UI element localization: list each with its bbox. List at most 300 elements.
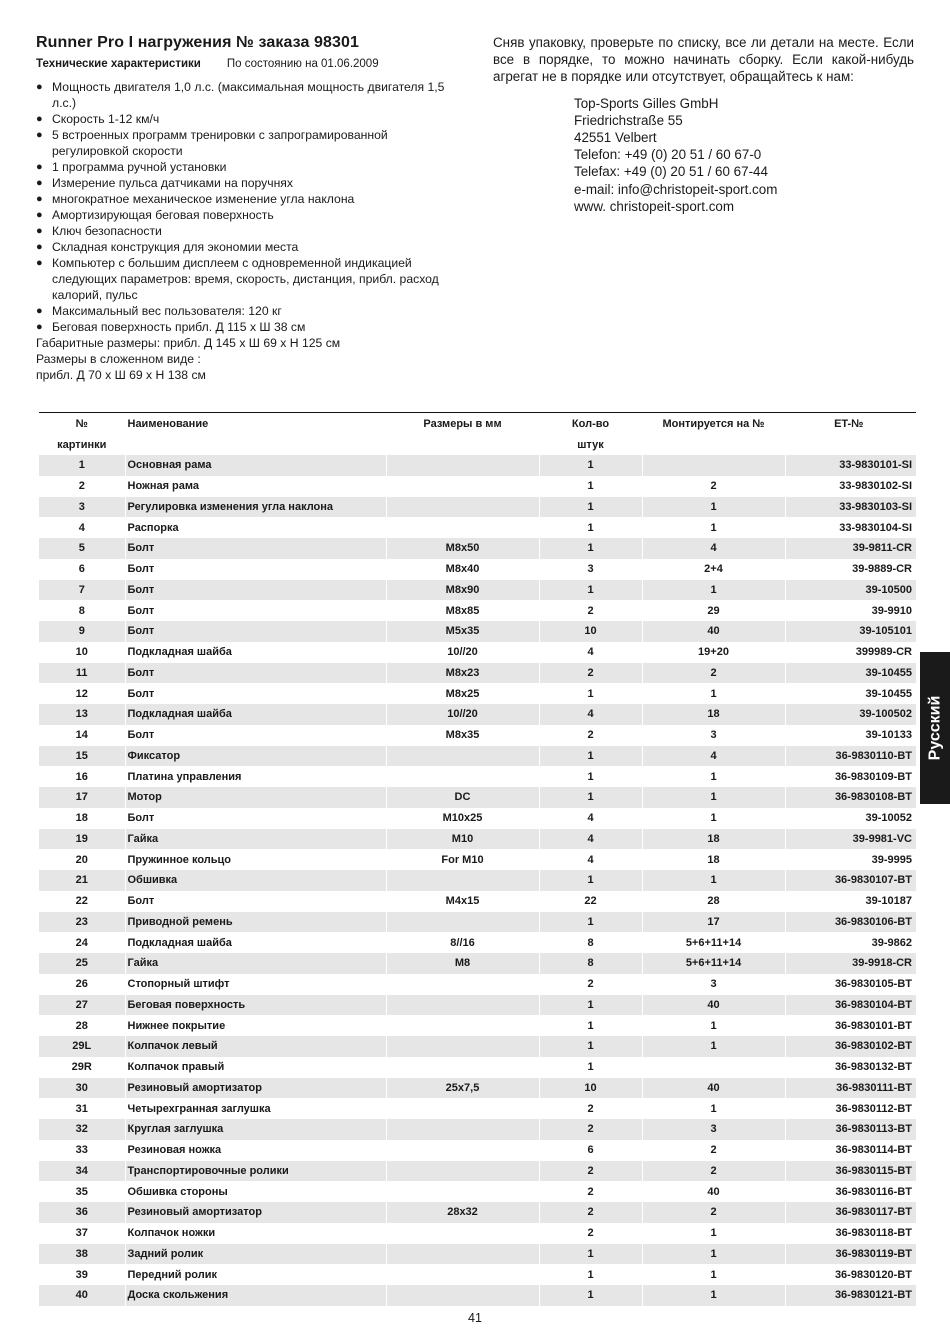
cell-mount: 2 bbox=[642, 1140, 785, 1161]
cell-et: 39-9910 bbox=[785, 600, 916, 621]
cell-name: Платина управления bbox=[125, 766, 386, 787]
cell-et: 39-10133 bbox=[785, 725, 916, 746]
cell-mount: 1 bbox=[642, 1264, 785, 1285]
spec-text: Скорость 1-12 км/ч bbox=[52, 112, 160, 126]
cell-num: 35 bbox=[75, 1185, 88, 1198]
language-tab-label: Русский bbox=[926, 695, 943, 761]
cell-size bbox=[386, 1098, 539, 1119]
cell-name: Колпачок ножки bbox=[125, 1223, 386, 1244]
cell-et: 399989-CR bbox=[785, 642, 916, 663]
cell-qty: 22 bbox=[539, 891, 642, 912]
cell-name: Регулировка изменения угла наклона bbox=[125, 497, 386, 518]
spec-bullet bbox=[36, 159, 456, 175]
cell-qty: 1 bbox=[539, 1264, 642, 1285]
header-qty: Кол-во bbox=[539, 413, 642, 435]
cell-qty: 8 bbox=[539, 953, 642, 974]
cell-et: 33-9830101-SI bbox=[785, 455, 916, 476]
cell-name: Болт bbox=[125, 538, 386, 559]
cell-qty: 2 bbox=[539, 600, 642, 621]
cell-size bbox=[386, 974, 539, 995]
cell-num: 18 bbox=[75, 812, 88, 825]
cell-mount: 18 bbox=[642, 849, 785, 870]
cell-num: 12 bbox=[75, 687, 88, 700]
table-row bbox=[39, 1036, 916, 1057]
cell-qty: 2 bbox=[539, 725, 642, 746]
cell-name: Обшивка стороны bbox=[125, 1181, 386, 1202]
cell-mount: 1 bbox=[642, 1015, 785, 1036]
spec-bullet bbox=[36, 255, 456, 303]
cell-size bbox=[386, 1285, 539, 1306]
cell-num: 39 bbox=[75, 1268, 88, 1281]
cell-num: 14 bbox=[75, 729, 88, 742]
cell-qty: 1 bbox=[539, 787, 642, 808]
cell-name: Болт bbox=[125, 559, 386, 580]
cell-size bbox=[386, 1244, 539, 1265]
cell-name: Беговая поверхность bbox=[125, 995, 386, 1016]
cell-name: Болт bbox=[125, 663, 386, 684]
cell-qty: 8 bbox=[539, 932, 642, 953]
cell-num: 23 bbox=[39, 912, 125, 933]
cell-num: 31 bbox=[75, 1102, 88, 1115]
cell-mount: 1 bbox=[642, 1098, 785, 1119]
cell-num: 32 bbox=[39, 1119, 125, 1140]
table-row bbox=[39, 1264, 916, 1285]
specs-list bbox=[36, 79, 456, 383]
spec-bullet bbox=[36, 207, 456, 223]
cell-size bbox=[386, 870, 539, 891]
cell-size: For M10 bbox=[386, 849, 539, 870]
cell-et: 36-9830112-BT bbox=[785, 1098, 916, 1119]
cell-et: 36-9830109-BT bbox=[785, 766, 916, 787]
table-row bbox=[39, 891, 916, 912]
cell-qty: 1 bbox=[539, 455, 642, 476]
cell-et: 36-9830101-BT bbox=[785, 1015, 916, 1036]
spec-text: 1 программа ручной установки bbox=[52, 160, 227, 174]
spec-text: Амортизирующая беговая поверхность bbox=[52, 208, 274, 222]
table-row bbox=[39, 787, 916, 808]
cell-num: 21 bbox=[39, 870, 125, 891]
cell-name: Подкладная шайба bbox=[125, 704, 386, 725]
table-row bbox=[39, 559, 916, 580]
cell-mount: 1 bbox=[642, 787, 785, 808]
cell-num: 9 bbox=[39, 621, 125, 642]
cell-num: 38 bbox=[39, 1244, 125, 1265]
cell-mount: 3 bbox=[642, 1119, 785, 1140]
cell-size bbox=[386, 1036, 539, 1057]
cell-name: Болт bbox=[125, 725, 386, 746]
spec-text: Компьютер с большим дисплеем с одновременной индикацией следующих параметров: время, скорость, дистанция, прибл. расход калорий, пульс bbox=[52, 256, 439, 302]
cell-qty: 1 bbox=[539, 538, 642, 559]
spec-text: Ключ безопасности bbox=[52, 224, 162, 238]
spec-text: Беговая поверхность прибл. Д 115 x Ш 38 см bbox=[52, 320, 306, 334]
cell-size: M10x25 bbox=[386, 808, 539, 829]
cell-num: 24 bbox=[75, 936, 88, 949]
cell-mount: 2 bbox=[642, 1202, 785, 1223]
cell-size: 10//20 bbox=[386, 642, 539, 663]
header-qty-2: штук bbox=[539, 434, 642, 455]
cell-name: Резиновая ножка bbox=[125, 1140, 386, 1161]
cell-num: 34 bbox=[39, 1161, 125, 1182]
cell-et: 36-9830111-BT bbox=[785, 1078, 916, 1099]
cell-size bbox=[386, 497, 539, 518]
cell-mount: 40 bbox=[642, 995, 785, 1016]
bullet-dot-icon: ● bbox=[36, 257, 43, 269]
cell-mount: 1 bbox=[642, 683, 785, 704]
cell-size bbox=[386, 1181, 539, 1202]
table-row bbox=[39, 621, 916, 642]
table-row bbox=[39, 1098, 916, 1119]
cell-mount: 4 bbox=[642, 746, 785, 767]
cell-et: 36-9830132-BT bbox=[785, 1057, 916, 1078]
spec-text: Мощность двигателя 1,0 л.с. (максимальная мощность двигателя 1,5 л.с.) bbox=[52, 80, 445, 110]
cell-et: 33-9830103-SI bbox=[785, 497, 916, 518]
cell-mount: 40 bbox=[642, 1181, 785, 1202]
cell-num: 36 bbox=[39, 1202, 125, 1223]
cell-name: Обшивка bbox=[125, 870, 386, 891]
cell-et: 39-10455 bbox=[785, 683, 916, 704]
cell-num: 10 bbox=[75, 646, 88, 659]
cell-qty: 4 bbox=[539, 808, 642, 829]
cell-qty: 4 bbox=[539, 704, 642, 725]
table-row bbox=[39, 849, 916, 870]
table-row bbox=[39, 808, 916, 829]
cell-et: 33-9830102-SI bbox=[785, 476, 916, 497]
table-header-row bbox=[39, 413, 916, 435]
date-text: По состоянию на 01.06.2009 bbox=[226, 58, 379, 70]
cell-mount: 29 bbox=[642, 600, 785, 621]
table-row bbox=[39, 1285, 916, 1306]
spec-text: Максимальный вес пользователя: 120 кг bbox=[52, 304, 282, 318]
cell-et: 33-9830104-SI bbox=[785, 517, 916, 538]
cell-num: 25 bbox=[39, 953, 125, 974]
bullet-dot-icon: ● bbox=[36, 225, 43, 237]
bullet-dot-icon: ● bbox=[36, 113, 43, 125]
header-num-2: картинки bbox=[57, 438, 107, 451]
spec-line: прибл. Д 70 x Ш 69 x Н 138 см bbox=[36, 368, 206, 382]
cell-qty: 1 bbox=[539, 1244, 642, 1265]
cell-size bbox=[386, 1161, 539, 1182]
table-row bbox=[39, 663, 916, 684]
cell-num: 16 bbox=[75, 770, 88, 783]
spec-bullet bbox=[36, 319, 456, 335]
cell-num: 7 bbox=[39, 580, 125, 601]
cell-size bbox=[386, 766, 539, 787]
cell-size: M8x40 bbox=[386, 559, 539, 580]
cell-qty: 1 bbox=[539, 1057, 642, 1078]
cell-num: 4 bbox=[78, 521, 85, 534]
cell-mount: 2 bbox=[642, 476, 785, 497]
cell-num: 5 bbox=[39, 538, 125, 559]
address-line: Telefax: +49 (0) 20 51 / 60 67-44 bbox=[574, 164, 768, 180]
cell-name: Фиксатор bbox=[125, 746, 386, 767]
table-row bbox=[39, 476, 916, 497]
cell-mount: 1 bbox=[642, 497, 785, 518]
spec-bullet bbox=[36, 111, 456, 127]
cell-qty: 1 bbox=[539, 580, 642, 601]
cell-et: 36-9830105-BT bbox=[785, 974, 916, 995]
cell-name: Болт bbox=[125, 808, 386, 829]
cell-size bbox=[386, 1223, 539, 1244]
cell-mount: 40 bbox=[642, 621, 785, 642]
cell-size: M8 bbox=[386, 953, 539, 974]
cell-name: Колпачок правый bbox=[125, 1057, 386, 1078]
spec-bullet bbox=[36, 303, 456, 319]
table-row bbox=[39, 1181, 916, 1202]
spec-bullet bbox=[36, 223, 456, 239]
cell-num: 40 bbox=[39, 1285, 125, 1306]
cell-num: 19 bbox=[39, 829, 125, 850]
cell-mount: 1 bbox=[642, 808, 785, 829]
cell-qty: 2 bbox=[539, 663, 642, 684]
cell-qty: 4 bbox=[539, 642, 642, 663]
cell-qty: 4 bbox=[539, 849, 642, 870]
address-line: Friedrichstraße 55 bbox=[574, 112, 683, 128]
specs-column bbox=[36, 34, 456, 383]
cell-name: Нижнее покрытие bbox=[125, 1015, 386, 1036]
cell-name: Резиновый амортизатор bbox=[125, 1202, 386, 1223]
bullet-dot-icon: ● bbox=[36, 177, 43, 189]
cell-size: 28x32 bbox=[386, 1202, 539, 1223]
cell-et: 39-9918-CR bbox=[785, 953, 916, 974]
cell-mount: 5+6+11+14 bbox=[642, 953, 785, 974]
address-line: 42551 Velbert bbox=[574, 130, 657, 146]
cell-qty: 6 bbox=[539, 1140, 642, 1161]
table-row bbox=[39, 642, 916, 663]
cell-et: 39-9995 bbox=[785, 849, 916, 870]
header-mount: Монтируется на № bbox=[642, 413, 785, 435]
cell-et: 36-9830116-BT bbox=[785, 1181, 916, 1202]
cell-mount: 2 bbox=[642, 1161, 785, 1182]
cell-mount: 28 bbox=[642, 891, 785, 912]
cell-mount: 18 bbox=[642, 704, 785, 725]
cell-et: 36-9830106-BT bbox=[785, 912, 916, 933]
address-line: Telefon: +49 (0) 20 51 / 60 67-0 bbox=[574, 147, 762, 163]
cell-size: M10 bbox=[386, 829, 539, 850]
cell-num: 29L bbox=[39, 1036, 125, 1057]
bullet-dot-icon: ● bbox=[36, 81, 43, 93]
cell-mount: 1 bbox=[642, 1244, 785, 1265]
cell-mount: 18 bbox=[642, 829, 785, 850]
table-row bbox=[39, 497, 916, 518]
table-row bbox=[39, 1057, 916, 1078]
table-row bbox=[39, 725, 916, 746]
cell-num: 1 bbox=[39, 455, 125, 476]
cell-qty: 1 bbox=[539, 766, 642, 787]
cell-mount bbox=[642, 1057, 785, 1078]
cell-et: 39-10455 bbox=[785, 663, 916, 684]
cell-et: 36-9830107-BT bbox=[785, 870, 916, 891]
cell-qty: 1 bbox=[539, 1036, 642, 1057]
cell-name: Круглая заглушка bbox=[125, 1119, 386, 1140]
cell-size bbox=[386, 1264, 539, 1285]
spec-bullet bbox=[36, 79, 456, 111]
cell-num: 30 bbox=[39, 1078, 125, 1099]
cell-et: 36-9830120-BT bbox=[785, 1264, 916, 1285]
cell-mount: 1 bbox=[642, 1285, 785, 1306]
table-row bbox=[39, 1078, 916, 1099]
cell-num: 22 bbox=[75, 895, 88, 908]
cell-size: M8x85 bbox=[386, 600, 539, 621]
cell-name: Болт bbox=[125, 683, 386, 704]
cell-mount: 4 bbox=[642, 538, 785, 559]
specs-header bbox=[36, 58, 456, 70]
cell-qty: 2 bbox=[539, 1098, 642, 1119]
cell-size: 10//20 bbox=[386, 704, 539, 725]
bullet-dot-icon: ● bbox=[36, 193, 43, 205]
cell-et: 39-9981-VC bbox=[785, 829, 916, 850]
cell-name: Колпачок левый bbox=[125, 1036, 386, 1057]
cell-qty: 10 bbox=[539, 621, 642, 642]
cell-qty: 1 bbox=[539, 476, 642, 497]
parts-table bbox=[39, 412, 916, 1306]
address-line: e-mail: info@christopeit-sport.com bbox=[574, 181, 778, 197]
cell-size: DC bbox=[386, 787, 539, 808]
cell-num: 8 bbox=[78, 604, 85, 617]
header-name: Наименование bbox=[125, 413, 386, 435]
cell-name: Мотор bbox=[125, 787, 386, 808]
cell-num: 28 bbox=[75, 1019, 88, 1032]
cell-mount: 2+4 bbox=[642, 559, 785, 580]
table-row bbox=[39, 517, 916, 538]
cell-qty: 1 bbox=[539, 1285, 642, 1306]
cell-mount: 3 bbox=[642, 974, 785, 995]
cell-size: M8x35 bbox=[386, 725, 539, 746]
cell-et: 39-9889-CR bbox=[785, 559, 916, 580]
cell-qty: 2 bbox=[539, 1161, 642, 1182]
spec-bullet bbox=[36, 191, 456, 207]
spec-text: Измерение пульса датчиками на поручнях bbox=[52, 176, 294, 190]
cell-qty: 3 bbox=[539, 559, 642, 580]
cell-num: 27 bbox=[39, 995, 125, 1016]
cell-name: Передний ролик bbox=[125, 1264, 386, 1285]
cell-name: Доска скольжения bbox=[125, 1285, 386, 1306]
table-row bbox=[39, 995, 916, 1016]
table-row bbox=[39, 1119, 916, 1140]
table-row bbox=[39, 932, 916, 953]
cell-size: M8x90 bbox=[386, 580, 539, 601]
cell-size bbox=[386, 455, 539, 476]
cell-num: 37 bbox=[75, 1227, 88, 1240]
cell-name: Болт bbox=[125, 580, 386, 601]
cell-mount: 5+6+11+14 bbox=[642, 932, 785, 953]
cell-num: 15 bbox=[39, 746, 125, 767]
cell-qty: 1 bbox=[539, 683, 642, 704]
cell-size bbox=[386, 912, 539, 933]
cell-qty: 2 bbox=[539, 1202, 642, 1223]
cell-mount: 1 bbox=[642, 580, 785, 601]
cell-num: 33 bbox=[75, 1144, 88, 1157]
header-num: № bbox=[39, 413, 125, 435]
cell-size bbox=[386, 1119, 539, 1140]
table-row bbox=[39, 1161, 916, 1182]
contact-column bbox=[493, 34, 914, 215]
cell-name: Приводной ремень bbox=[125, 912, 386, 933]
cell-size: M8x50 bbox=[386, 538, 539, 559]
bullet-dot-icon: ● bbox=[36, 209, 43, 221]
cell-et: 36-9830110-BT bbox=[785, 746, 916, 767]
cell-mount: 1 bbox=[642, 870, 785, 891]
cell-mount: 2 bbox=[642, 663, 785, 684]
cell-et: 39-105101 bbox=[785, 621, 916, 642]
cell-qty: 1 bbox=[539, 1015, 642, 1036]
table-row bbox=[39, 746, 916, 767]
cell-name: Ножная рама bbox=[125, 476, 386, 497]
header-et: ET-№ bbox=[785, 413, 916, 435]
cell-num: 29R bbox=[71, 1061, 92, 1074]
cell-et: 39-9811-CR bbox=[785, 538, 916, 559]
header-size: Размеры в мм bbox=[386, 413, 539, 435]
cell-size bbox=[386, 1057, 539, 1078]
cell-name: Болт bbox=[125, 600, 386, 621]
cell-size bbox=[386, 517, 539, 538]
cell-size: M8x23 bbox=[386, 663, 539, 684]
cell-num: 20 bbox=[75, 853, 88, 866]
bullet-dot-icon: ● bbox=[36, 161, 43, 173]
cell-et: 36-9830108-BT bbox=[785, 787, 916, 808]
cell-qty: 4 bbox=[539, 829, 642, 850]
cell-mount: 3 bbox=[642, 725, 785, 746]
cell-et: 36-9830113-BT bbox=[785, 1119, 916, 1140]
cell-et: 39-10500 bbox=[785, 580, 916, 601]
cell-name: Распорка bbox=[125, 517, 386, 538]
cell-num: 2 bbox=[78, 480, 85, 493]
address-line: Top-Sports Gilles GmbH bbox=[574, 95, 719, 111]
cell-name: Транспортировочные ролики bbox=[125, 1161, 386, 1182]
specs-label: Технические характеристики bbox=[36, 58, 201, 70]
table-row bbox=[39, 538, 916, 559]
spec-line: Габаритные размеры: прибл. Д 145 x Ш 69 x Н 125 см bbox=[36, 336, 341, 350]
cell-num: 3 bbox=[39, 497, 125, 518]
table-row bbox=[39, 912, 916, 933]
cell-qty: 1 bbox=[539, 746, 642, 767]
cell-name: Резиновый амортизатор bbox=[125, 1078, 386, 1099]
cell-qty: 1 bbox=[539, 870, 642, 891]
cell-size: M5x35 bbox=[386, 621, 539, 642]
cell-et: 39-9862 bbox=[785, 932, 916, 953]
spec-text: 5 встроенных программ тренировки с запрограмированной регулировкой скорости bbox=[52, 128, 388, 158]
cell-size bbox=[386, 1015, 539, 1036]
cell-et: 36-9830102-BT bbox=[785, 1036, 916, 1057]
parts-table-body bbox=[39, 455, 916, 1306]
table-row bbox=[39, 580, 916, 601]
table-row bbox=[39, 1140, 916, 1161]
cell-et: 36-9830115-BT bbox=[785, 1161, 916, 1182]
cell-size: M4x15 bbox=[386, 891, 539, 912]
cell-name: Пружинное кольцо bbox=[125, 849, 386, 870]
table-row bbox=[39, 683, 916, 704]
cell-size: 25x7,5 bbox=[386, 1078, 539, 1099]
cell-name: Основная рама bbox=[125, 455, 386, 476]
cell-num: 26 bbox=[75, 978, 88, 991]
bullet-dot-icon: ● bbox=[36, 305, 43, 317]
cell-name: Задний ролик bbox=[125, 1244, 386, 1265]
table-row bbox=[39, 1015, 916, 1036]
cell-qty: 2 bbox=[539, 974, 642, 995]
cell-mount: 40 bbox=[642, 1078, 785, 1099]
table-row bbox=[39, 766, 916, 787]
spec-text: Складная конструкция для экономии места bbox=[52, 240, 299, 254]
spec-text: многократное механическое изменение угла наклона bbox=[52, 192, 355, 206]
cell-et: 36-9830119-BT bbox=[785, 1244, 916, 1265]
cell-qty: 1 bbox=[539, 517, 642, 538]
cell-qty: 10 bbox=[539, 1078, 642, 1099]
cell-name: Гайка bbox=[125, 829, 386, 850]
cell-name: Подкладная шайба bbox=[125, 932, 386, 953]
cell-et: 36-9830104-BT bbox=[785, 995, 916, 1016]
cell-name: Болт bbox=[125, 891, 386, 912]
cell-size bbox=[386, 746, 539, 767]
address-block bbox=[574, 95, 914, 215]
